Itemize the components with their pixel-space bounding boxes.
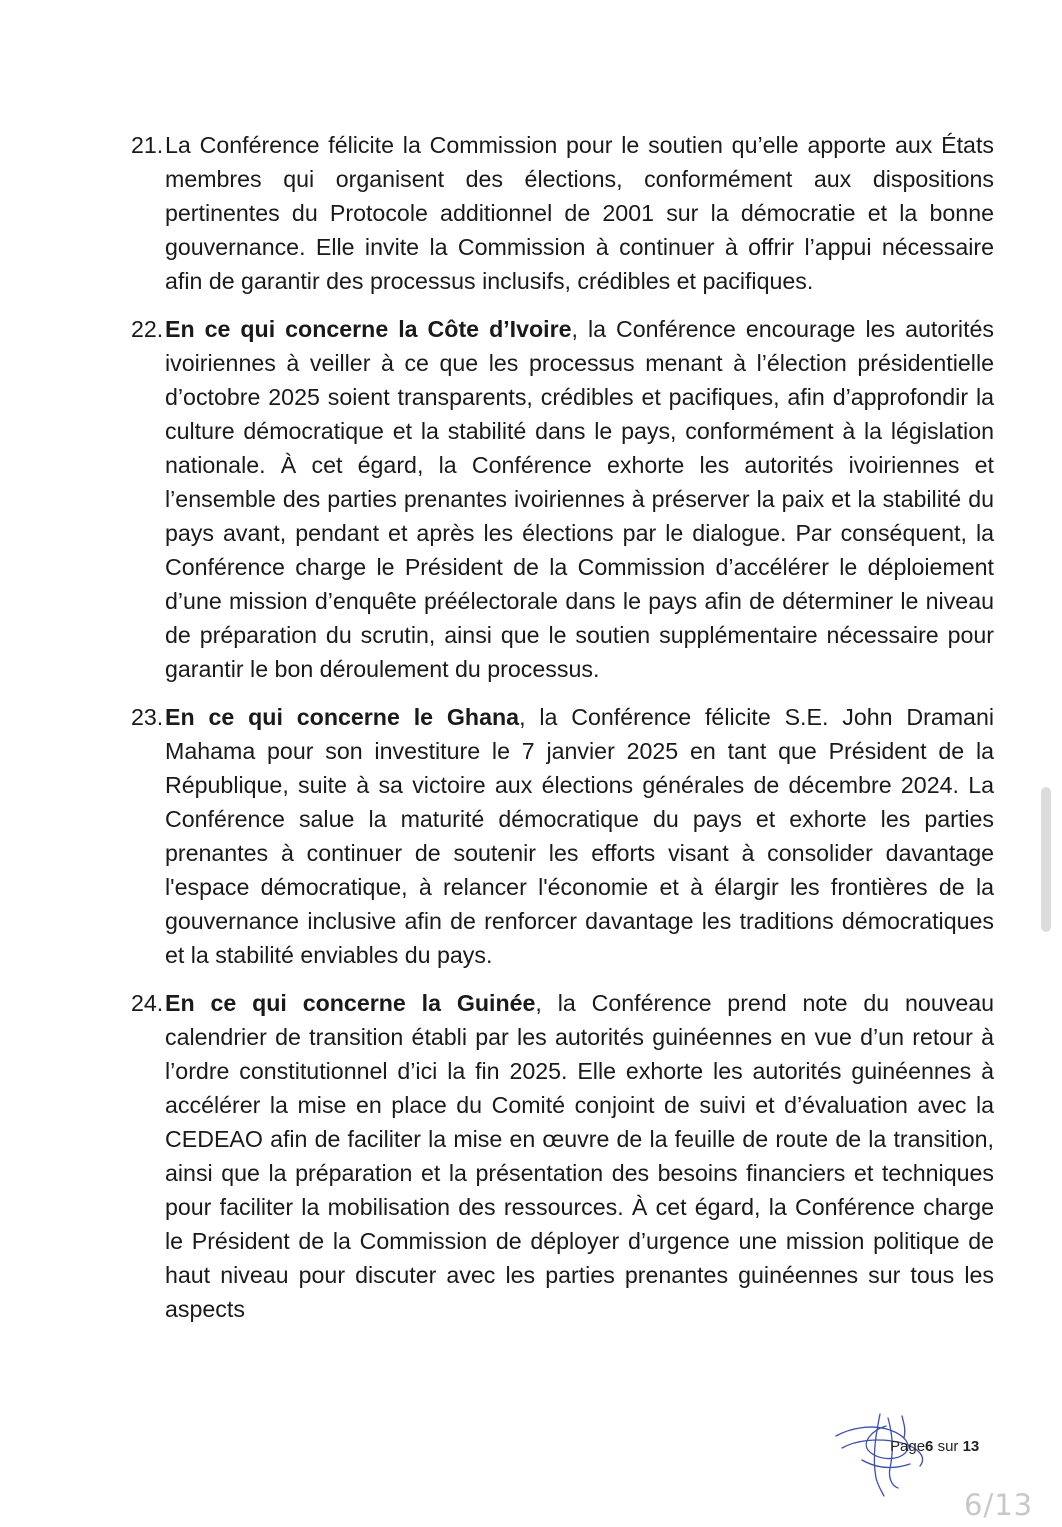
paragraph-lead: En ce qui concerne la Côte d’Ivoire xyxy=(165,316,572,342)
page-label: Page xyxy=(890,1438,926,1455)
page-number: 6 xyxy=(925,1438,934,1455)
page-separator: sur xyxy=(937,1438,959,1455)
viewer-page-counter: 6/13 xyxy=(964,1488,1034,1522)
paragraph-number: 24. xyxy=(131,990,164,1016)
paragraph-text: , la Conférence encourage les autorités ivoiriennes à veiller à ce que les processus menant à l’élection présidentielle d’octobre 2025 soient transparents, crédibles et pacifiques, afin d’approfondir la culture démocratique et la stabilité dans le pays, conformément à la législation nationale. À cet égard, la Conférence exhorte les autorités ivoiriennes et l’ensemble des parties prenantes ivoiriennes à préserver la paix et la stabilité du pays avant, pendant et après les élections par le dialogue. Par conséquent, la Conférence charge le Président de la Commission d’accélérer le déploiement d’une mission d’enquête préélectorale dans le pays afin de déterminer le niveau de préparation du scrutin, ainsi que le soutien supplémentaire nécessaire pour garantir le bon déroulement du processus. xyxy=(165,316,994,682)
paragraph-number: 22. xyxy=(131,316,164,342)
paragraph-lead: En ce qui concerne le Ghana xyxy=(165,704,520,730)
document-body xyxy=(131,128,994,1340)
page-footer xyxy=(890,1438,979,1455)
paragraph-number: 23. xyxy=(131,704,164,730)
paragraph-text: La Conférence félicite la Commission pour le soutien qu’elle apporte aux États membres qui organisent des élections, conformément aux dispositions pertinentes du Protocole additionnel de 2001 sur la démocratie et la bonne gouvernance. Elle invite la Commission à continuer à offrir l’appui nécessaire afin de garantir des processus inclusifs, crédibles et pacifiques. xyxy=(165,132,994,294)
paragraph-24 xyxy=(131,986,994,1326)
paragraph-lead: En ce qui concerne la Guinée xyxy=(165,990,536,1016)
paragraph-23 xyxy=(131,700,994,972)
total-pages: 13 xyxy=(962,1438,980,1455)
paragraph-text: , la Conférence prend note du nouveau calendrier de transition établi par les autorités guinéennes en vue d’un retour à l’ordre constitutionnel d’ici la fin 2025. Elle exhorte les autorités guinéennes à accélérer la mise en place du Comité conjoint de suivi et d’évaluation avec la CEDEAO afin de faciliter la mise en œuvre de la feuille de route de la transition, ainsi que la préparation et la présentation des besoins financiers et techniques pour faciliter la mobilisation des ressources. À cet égard, la Conférence charge le Président de la Commission de déployer d’urgence une mission politique de haut niveau pour discuter avec les parties prenantes guinéennes sur tous les aspects xyxy=(165,990,995,1322)
paragraph-21 xyxy=(131,128,994,298)
paragraph-text: , la Conférence félicite S.E. John Dramani Mahama pour son investiture le 7 janvier 2025 en tant que Président de la République, suite à sa victoire aux élections générales de décembre 2024. La Conférence salue la maturité démocratique du pays et exhorte les parties prenantes à continuer de soutenir les efforts visant à consolider davantage l'espace démocratique, à relancer l'économie et à élargir les frontières de la gouvernance inclusive afin de renforcer davantage les traditions démocratiques et la stabilité enviables du pays. xyxy=(165,704,994,968)
paragraph-number: 21. xyxy=(131,132,164,158)
paragraph-22 xyxy=(131,312,994,686)
scrollbar-thumb[interactable] xyxy=(1041,787,1051,932)
